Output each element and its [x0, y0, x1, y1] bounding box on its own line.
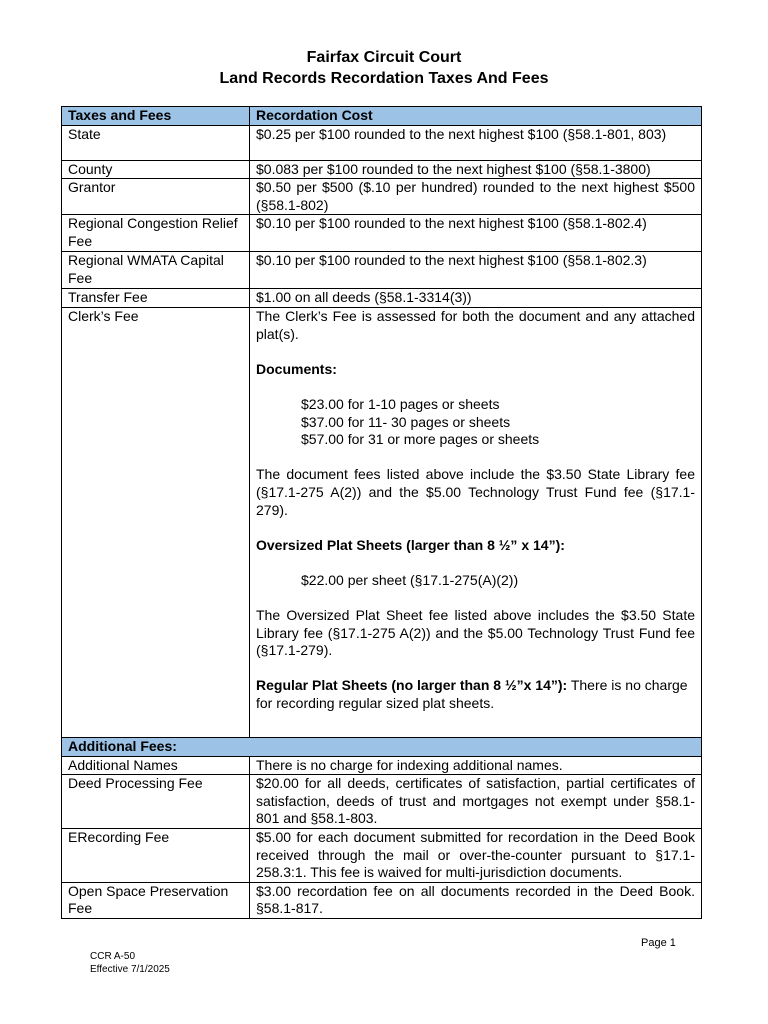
row-cost	[250, 160, 702, 179]
cost-prefix: $0.08	[256, 160, 292, 177]
row-cost: $5.00 for each document submitted for recordation in the Deed Book received through the mail or over-the-counter pursuant to §17.1-258.3:1. This fee is waived for multi-jurisdiction documents.	[250, 828, 702, 882]
clerk-fee-row	[62, 307, 702, 737]
repeating-digit: 3	[291, 160, 299, 177]
table-header-row	[62, 107, 702, 126]
column-header-cost: Recordation Cost	[250, 107, 702, 126]
row-cost: $20.00 for all deeds, certificates of satisfaction, partial certificates of satisfaction, deeds of trust and mortgages not exempt under §58.1-801 and §58.1-803.	[250, 775, 702, 829]
fees-table	[61, 106, 702, 919]
table-row	[62, 160, 702, 179]
page-number: Page 1	[641, 937, 676, 949]
row-label: Regional WMATA Capital Fee	[62, 252, 250, 289]
row-cost: $0.50 per $500 ($.10 per hundred) rounded to the next highest $500 (§58.1-802)	[250, 179, 702, 215]
row-cost: $0.25 per $100 rounded to the next highest $100 (§58.1-801, 803)	[250, 125, 702, 160]
documents-heading: Documents:	[256, 360, 337, 377]
regular-heading: Regular Plat Sheets (no larger than 8 ½”x 14”):	[256, 677, 568, 694]
footer	[90, 950, 170, 976]
row-label: Grantor	[62, 179, 250, 215]
row-label: Regional Congestion Relief Fee	[62, 215, 250, 252]
row-label: Additional Names	[62, 756, 250, 775]
oversized-heading: Oversized Plat Sheets (larger than 8 ½” x 14”):	[256, 536, 565, 553]
document-subtitle: Land Records Recordation Taxes And Fees	[219, 70, 549, 87]
table-row	[62, 882, 702, 918]
clerk-intro: The Clerk’s Fee is assessed for both the document and any attached plat(s).	[256, 307, 695, 342]
document-fee-item: $23.00 for 1-10 pages or sheets	[301, 395, 500, 412]
cost-suffix: per $100 rounded to the next highest $100 (§58.1-3800)	[298, 160, 651, 177]
row-label: ERecording Fee	[62, 828, 250, 882]
row-label: County	[62, 160, 250, 179]
document-fee-note: The document fees listed above include the $3.50 State Library fee (§17.1-275 A(2)) and the $5.00 Technology Trust Fund fee (§17.1-279).	[256, 466, 695, 518]
table-row	[62, 179, 702, 215]
table-row	[62, 775, 702, 829]
table-row	[62, 125, 702, 160]
column-header-taxes: Taxes and Fees	[62, 107, 250, 126]
table-row	[62, 756, 702, 775]
row-label: Transfer Fee	[62, 289, 250, 308]
table-row	[62, 215, 702, 252]
document-fee-item: $57.00 for 31 or more pages or sheets	[301, 431, 540, 448]
document-title: Fairfax Circuit Court	[306, 49, 462, 66]
row-cost: $3.00 recordation fee on all documents recorded in the Deed Book. §58.1-817.	[250, 882, 702, 918]
table-row	[62, 252, 702, 289]
oversized-note: The Oversized Plat Sheet fee listed above includes the $3.50 State Library fee (§17.1-275 A(2)) and the $5.00 Technology Trust Fund fee (§17.1-279).	[256, 607, 695, 659]
table-row	[62, 289, 702, 308]
oversized-fee: $22.00 per sheet (§17.1-275(A)(2))	[301, 571, 519, 588]
regular-plat-text	[256, 677, 695, 712]
effective-date: Effective 7/1/2025	[90, 964, 170, 975]
row-cost: $0.10 per $100 rounded to the next highest $100 (§58.1-802.4)	[250, 215, 702, 252]
row-cost: $1.00 on all deeds (§58.1-3314(3))	[250, 289, 702, 308]
table-row	[62, 828, 702, 882]
additional-fees-header	[62, 737, 702, 756]
row-cost: There is no charge for indexing additional names.	[250, 756, 702, 775]
row-label: State	[62, 125, 250, 160]
additional-fees-label: Additional Fees:	[62, 737, 702, 756]
row-label: Deed Processing Fee	[62, 775, 250, 829]
form-number: CCR A-50	[90, 951, 136, 962]
clerk-fee-details	[250, 307, 702, 737]
row-label: Clerk’s Fee	[62, 307, 250, 737]
document-fee-item: $37.00 for 11- 30 pages or sheets	[301, 413, 511, 430]
regular-note: There is no charge for recording regular sized plat sheets.	[256, 677, 688, 712]
row-cost: $0.10 per $100 rounded to the next highest $100 (§58.1-802.3)	[250, 252, 702, 289]
row-label: Open Space Preservation Fee	[62, 882, 250, 918]
